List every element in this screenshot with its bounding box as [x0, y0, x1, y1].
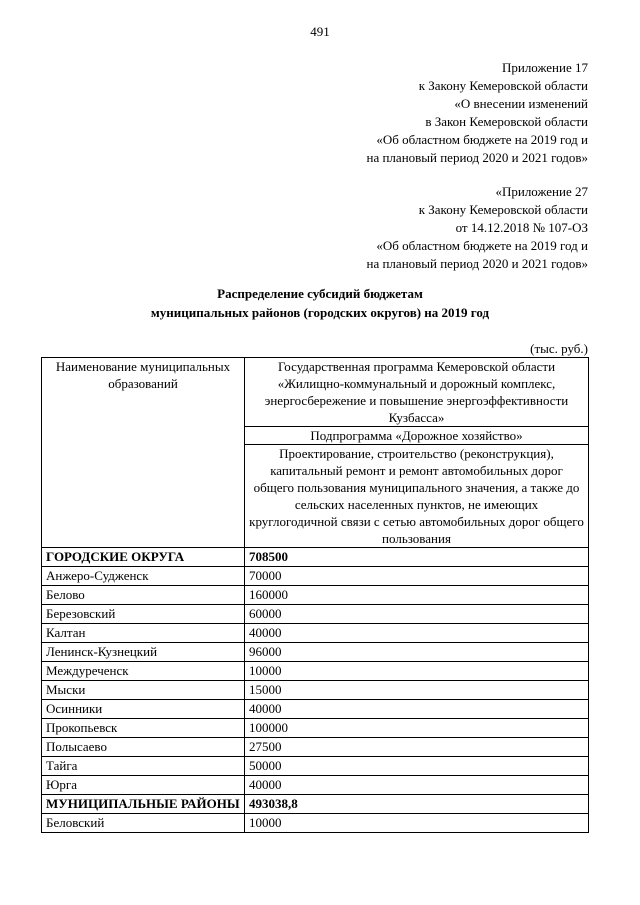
subsidy-value: 708500 — [245, 548, 589, 567]
header-program: Государственная программа Кемеровской области «Жилищно-коммунальный и дорожный комплекс, энергосбережение и повышение энергоэффективности Кузбасса» — [245, 358, 589, 427]
table-row — [42, 586, 589, 605]
title-line-1: Распределение субсидий бюджетам — [217, 286, 423, 301]
municipality-name: Ленинск-Кузнецкий — [42, 643, 245, 662]
header-activity: Проектирование, строительство (реконструкция), капитальный ремонт и ремонт автомобильных дорог общего пользования муниципального значения, а также до сельских населенных пунктов, не имеющих круглогодичной связи с сетью автомобильных дорог общего пользования — [245, 445, 589, 548]
appendix-27-line: к Закону Кемеровской области — [418, 202, 588, 217]
table-row — [42, 795, 589, 814]
municipality-name: ГОРОДСКИЕ ОКРУГА — [42, 548, 245, 567]
appendix-27-line: от 14.12.2018 № 107-ОЗ — [455, 220, 588, 235]
municipality-name: Осинники — [42, 700, 245, 719]
municipality-name: Калтан — [42, 624, 245, 643]
title-line-2: муниципальных районов (городских округов) на 2019 год — [150, 305, 490, 320]
page-number: 491 — [310, 24, 330, 39]
appendix-27-header — [367, 183, 589, 273]
municipality-name: Беловский — [42, 814, 245, 833]
table-row — [42, 548, 589, 567]
subsidy-value: 70000 — [245, 567, 589, 586]
table-row — [42, 681, 589, 700]
appendix-17-line: «О внесении изменений — [454, 96, 588, 111]
appendix-17-line: «Об областном бюджете на 2019 год и — [376, 132, 588, 147]
table-row — [42, 719, 589, 738]
table-row — [42, 776, 589, 795]
subsidy-value: 10000 — [245, 662, 589, 681]
appendix-27-line: на плановый период 2020 и 2021 годов» — [366, 256, 588, 271]
municipality-name: Полысаево — [42, 738, 245, 757]
subsidy-value: 50000 — [245, 757, 589, 776]
municipality-name: Мыски — [42, 681, 245, 700]
table-row — [42, 567, 589, 586]
subsidy-value: 60000 — [245, 605, 589, 624]
subsidy-value: 100000 — [245, 719, 589, 738]
municipality-name: Белово — [42, 586, 245, 605]
appendix-17-line: к Закону Кемеровской области — [418, 78, 588, 93]
units-label: (тыс. руб.) — [530, 341, 588, 356]
municipality-name: Анжеро-Судженск — [42, 567, 245, 586]
table-row — [42, 605, 589, 624]
appendix-17-line: на плановый период 2020 и 2021 годов» — [366, 150, 588, 165]
municipality-name: Березовский — [42, 605, 245, 624]
table-row — [42, 624, 589, 643]
municipality-name: Междуреченск — [42, 662, 245, 681]
municipality-name: Прокопьевск — [42, 719, 245, 738]
appendix-27-line: «Приложение 27 — [495, 184, 588, 199]
subsidy-value: 10000 — [245, 814, 589, 833]
subsidy-value: 160000 — [245, 586, 589, 605]
municipality-name: Юрга — [42, 776, 245, 795]
subsidy-value: 96000 — [245, 643, 589, 662]
municipality-name: МУНИЦИПАЛЬНЫЕ РАЙОНЫ — [42, 795, 245, 814]
header-name: Наименование муниципальных образований — [42, 358, 245, 548]
table-row — [42, 757, 589, 776]
subsidy-value: 15000 — [245, 681, 589, 700]
subsidy-value: 40000 — [245, 700, 589, 719]
table-row — [42, 814, 589, 833]
appendix-17-line: в Закон Кемеровской области — [425, 114, 588, 129]
header-subprogram: Подпрограмма «Дорожное хозяйство» — [245, 427, 589, 445]
table-row — [42, 738, 589, 757]
table-row — [42, 662, 589, 681]
appendix-17-header — [367, 59, 589, 167]
header-row-program — [42, 358, 589, 427]
document-title — [0, 284, 640, 322]
subsidy-value: 27500 — [245, 738, 589, 757]
subsidy-table — [41, 357, 589, 833]
municipality-name: Тайга — [42, 757, 245, 776]
appendix-27-line: «Об областном бюджете на 2019 год и — [376, 238, 588, 253]
table-row — [42, 643, 589, 662]
table-row — [42, 700, 589, 719]
subsidy-value: 40000 — [245, 776, 589, 795]
subsidy-value: 493038,8 — [245, 795, 589, 814]
subsidy-value: 40000 — [245, 624, 589, 643]
appendix-17-line: Приложение 17 — [501, 60, 588, 75]
